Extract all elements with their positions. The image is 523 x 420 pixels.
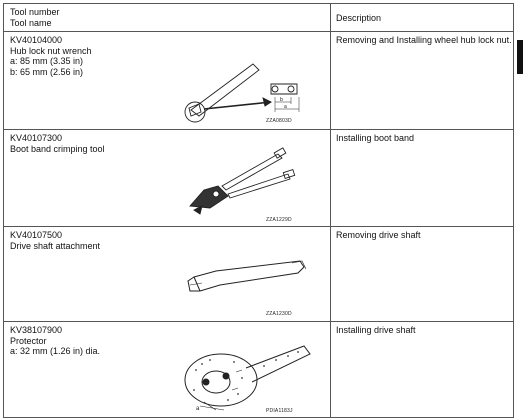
special-service-tools-table	[3, 3, 514, 418]
tool-spec: a: 32 mm (1.26 in) dia.	[10, 346, 101, 356]
tool-number: KV40107500	[10, 230, 63, 240]
boot-band-crimping-tool-illustration	[180, 146, 300, 216]
tool-info	[10, 35, 92, 77]
figure-code: ZZA1230D	[266, 311, 292, 317]
tool-number: KV40107300	[10, 133, 63, 143]
section-tab-marker	[517, 40, 523, 74]
tool-description: Installing boot band	[336, 133, 415, 143]
tool-name: Boot band crimping tool	[10, 143, 105, 154]
dimension-label-a: a	[284, 104, 287, 110]
table-row	[4, 322, 513, 418]
tool-name: Drive shaft attachment	[10, 240, 101, 251]
figure-code: PDIA1183J	[266, 408, 293, 414]
tool-info	[10, 325, 100, 357]
tool-description: Installing drive shaft	[336, 325, 416, 335]
header-tool-name: Tool name	[10, 18, 52, 28]
figure-code: ZZA1229D	[266, 217, 292, 223]
tool-number: KV38107900	[10, 325, 63, 335]
header-tool-number: Tool number	[10, 7, 60, 17]
tool-info	[10, 133, 105, 154]
header-tool-column	[10, 7, 60, 29]
tool-name: Protector	[10, 335, 47, 346]
table-row	[4, 227, 513, 321]
protector-illustration	[176, 332, 316, 414]
header-description: Description	[336, 13, 382, 23]
tool-description: Removing drive shaft	[336, 230, 421, 240]
dimension-label-b: b	[280, 97, 283, 103]
tool-spec: a: 85 mm (3.35 in)	[10, 56, 84, 66]
tool-name: Hub lock nut wrench	[10, 45, 92, 56]
table-row	[4, 32, 513, 129]
figure-code: ZZA0803D	[266, 118, 292, 124]
tool-info	[10, 230, 100, 251]
drive-shaft-attachment-illustration	[180, 257, 310, 302]
tool-number: KV40104000	[10, 35, 63, 45]
table-row	[4, 130, 513, 226]
hub-lock-nut-wrench-illustration	[179, 54, 319, 124]
dimension-label-a: a	[196, 406, 200, 412]
tool-spec: b: 65 mm (2.56 in)	[10, 66, 84, 77]
tool-description: Removing and Installing wheel hub lock nut.	[336, 35, 512, 45]
